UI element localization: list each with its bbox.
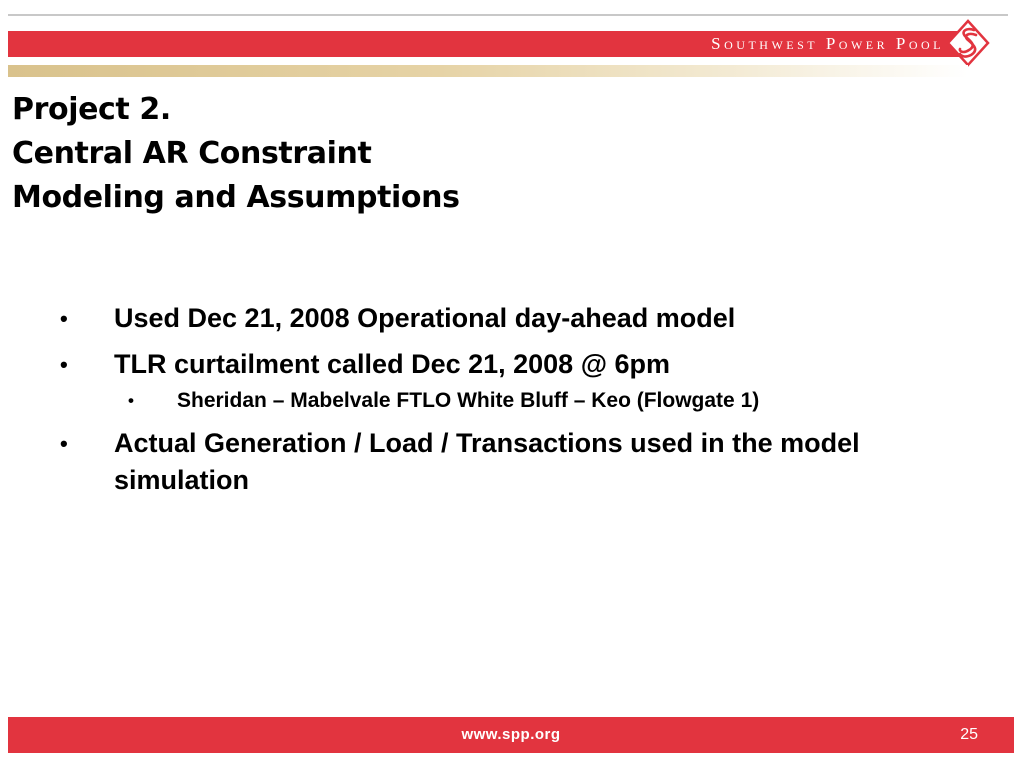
footer-url-link[interactable]: www.spp.org — [461, 726, 561, 743]
bullet-item — [60, 425, 980, 499]
sub-bullet-text: Sheridan – Mabelvale FTLO White Bluff – Keo (Flowgate 1) — [177, 389, 760, 412]
spp-logo-icon — [946, 19, 990, 67]
sub-bullet-marker: • — [128, 391, 134, 410]
title-line-3: Modeling and Assumptions — [12, 180, 460, 215]
header-gradient-bar — [8, 65, 968, 77]
slide-title — [12, 88, 460, 220]
bullet-marker: • — [60, 431, 68, 456]
bullet-item — [60, 300, 980, 337]
bullet-text: Actual Generation / Load / Transactions used in the model simulation — [114, 428, 860, 495]
title-line-1: Project 2. — [12, 92, 171, 127]
bullet-text: TLR curtailment called Dec 21, 2008 @ 6pm — [114, 349, 671, 379]
title-line-2: Central AR Constraint — [12, 136, 372, 171]
bullet-marker: • — [60, 352, 68, 377]
bullet-marker: • — [60, 306, 68, 331]
bullet-list — [60, 300, 980, 508]
footer-band — [8, 717, 1014, 753]
sub-bullet-item — [60, 386, 980, 416]
bullet-item — [60, 346, 980, 383]
page-number: 25 — [960, 726, 978, 743]
bullet-text: Used Dec 21, 2008 Operational day-ahead model — [114, 303, 736, 333]
brand-name: Southwest Power Pool — [711, 34, 944, 53]
top-divider — [8, 14, 1008, 16]
